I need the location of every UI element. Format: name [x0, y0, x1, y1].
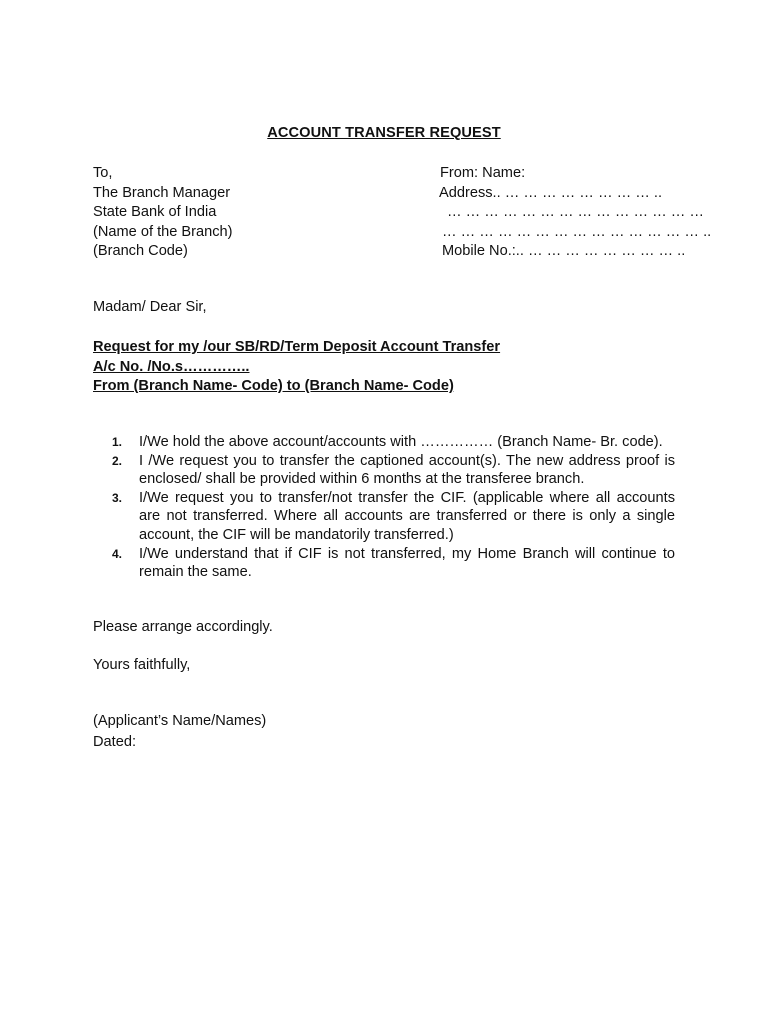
from-line: … … … … … … … … … … … … … …	[447, 204, 705, 220]
dated-label: Dated:	[93, 734, 136, 750]
applicant-name: (Applicant’s Name/Names)	[93, 713, 267, 729]
to-line: State Bank of India	[93, 204, 217, 220]
list-item-number: 2.	[112, 453, 123, 468]
subject-line: From (Branch Name- Code) to (Branch Name- Code)	[93, 378, 454, 394]
from-line: Address.. … … … … … … … … ..	[439, 184, 662, 201]
to-line: (Name of the Branch)	[93, 223, 233, 240]
list-item	[112, 452, 675, 489]
address-row	[93, 223, 712, 243]
subject-line: Request for my /our SB/RD/Term Deposit Account Transfer	[93, 339, 501, 355]
to-line: The Branch Manager	[93, 184, 231, 201]
list-item-text: I/We hold the above account/accounts with …………… (Branch Name- Br. code).	[139, 434, 663, 450]
request-points-list	[112, 433, 675, 582]
address-row	[93, 164, 683, 184]
from-line: … … … … … … … … … … … … … … ..	[442, 223, 712, 240]
address-row	[93, 184, 683, 204]
list-item-number: 3.	[112, 490, 123, 505]
from-line: Mobile No.:.. … … … … … … … … ..	[442, 243, 686, 259]
address-row	[93, 242, 686, 262]
salutation: Madam/ Dear Sir,	[93, 299, 207, 315]
list-item-text: I/We understand that if CIF is not transferred, my Home Branch will continue to remain the same.	[139, 545, 675, 581]
list-item	[112, 433, 675, 452]
to-line: (Branch Code)	[93, 243, 188, 259]
address-block	[93, 164, 712, 262]
to-line: To,	[93, 165, 113, 181]
subject-block	[93, 338, 500, 397]
list-item	[112, 545, 675, 582]
list-item-text: I /We request you to transfer the captioned account(s). The new address proof is enclosed/ shall be provided within 6 months at the transferee branch.	[139, 452, 675, 488]
sign-off: Yours faithfully,	[93, 657, 191, 673]
list-item	[112, 489, 675, 545]
subject-line: A/c No. /No.s…………..	[93, 358, 250, 375]
address-row	[93, 203, 705, 223]
list-item-number: 4.	[112, 546, 123, 561]
document-title: ACCOUNT TRANSFER REQUEST	[267, 125, 501, 141]
list-item-number: 1.	[112, 435, 123, 449]
list-item-text: I/We request you to transfer/not transfer the CIF. (applicable where all accounts are not transferred. Where all accounts are transferred or there is only a single account, the CIF will be mandatorily transferred.)	[139, 489, 675, 543]
closing-request: Please arrange accordingly.	[93, 619, 273, 635]
from-line: From: Name:	[440, 165, 526, 181]
